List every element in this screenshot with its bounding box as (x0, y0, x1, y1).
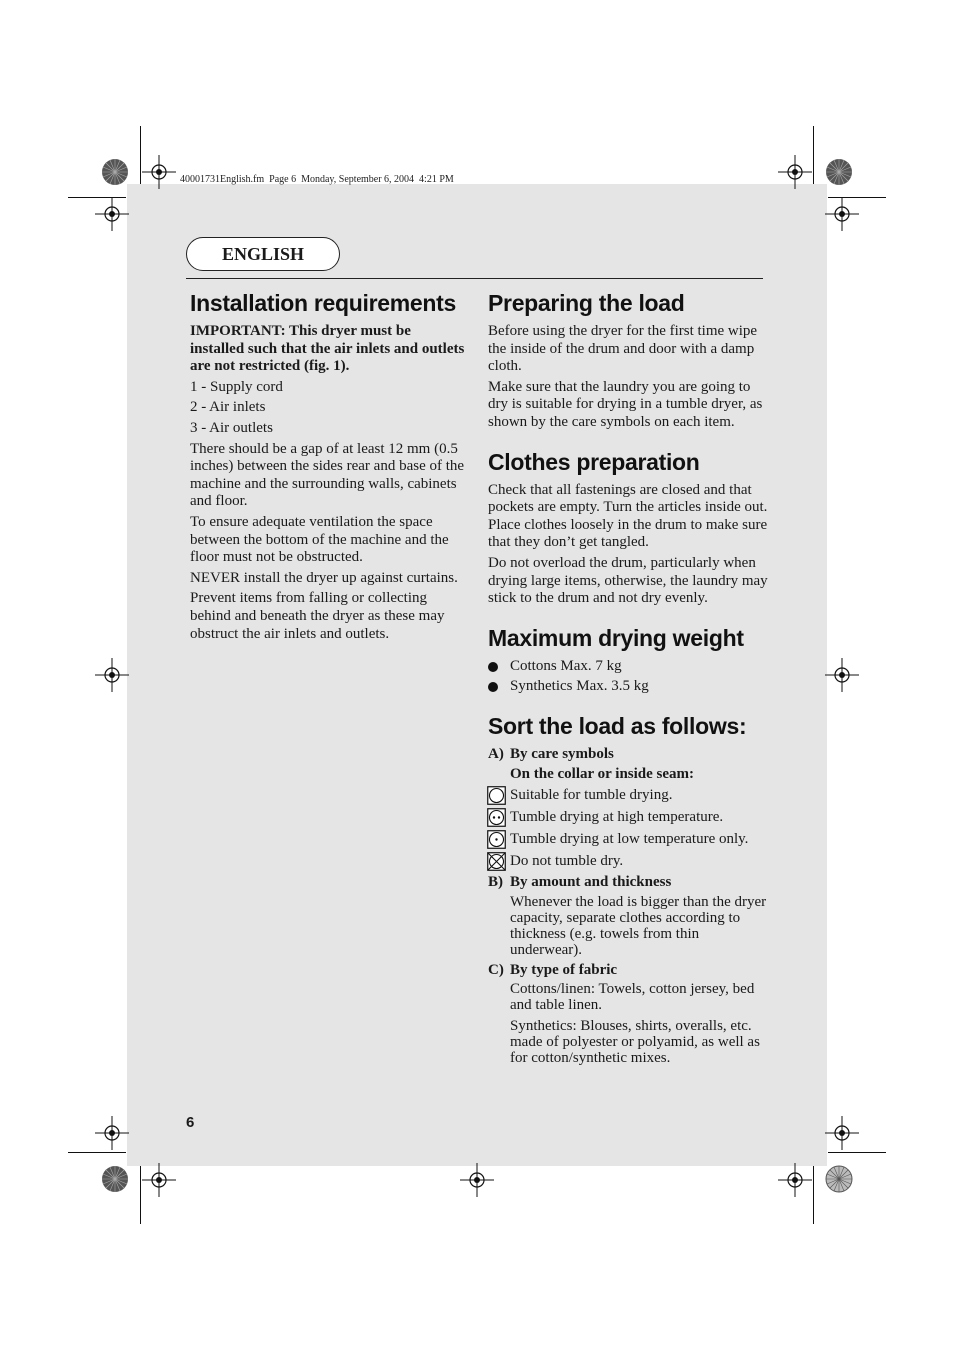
installation-important: IMPORTANT: This dryer must be installed such that the air inlets and outlets are not restricted (fig. 1). (190, 323, 465, 375)
bullet-icon (488, 682, 498, 692)
sort-item-c (488, 962, 768, 980)
installation-paragraph: Prevent items from falling or collecting behind and beneath the dryer as these may obstruct the air inlets and outlets. (190, 590, 445, 642)
installation-paragraph: There should be a gap of at least 12 mm (0.5 inches) between the sides rear and base of the machine and the surrounding walls, cabinets and floor. (190, 440, 465, 510)
preparing-paragraph: Before using the dryer for the first time wipe the inside of the drum and door with a damp cloth. (488, 323, 758, 375)
bullet-icon (488, 662, 498, 672)
tumble-dry-low-icon (487, 830, 506, 849)
sort-letter: A) (488, 745, 504, 762)
crop-mark (68, 1152, 126, 1153)
do-not-tumble-dry-icon (487, 852, 506, 871)
tumble-dry-ok-icon (487, 786, 506, 805)
clothes-section (488, 449, 768, 608)
left-column (190, 290, 466, 646)
installation-item: 1 - Supply cord (190, 378, 283, 395)
installation-item: 3 - Air outlets (190, 419, 273, 436)
sort-item-a (488, 746, 768, 764)
max-weight-title: Maximum drying weight (488, 624, 744, 651)
registration-mark-icon (95, 1116, 129, 1150)
clothes-paragraph: Check that all fastenings are closed and that pockets are empty. Turn the articles inside out. Place clothes loosely in the drum to make sure that they don’t get tangled. (488, 481, 768, 551)
sort-section (488, 713, 768, 1066)
language-tab: ENGLISH (186, 237, 340, 271)
sort-b-text: Whenever the load is bigger than the dryer capacity, separate clothes according to thickness (e.g. towels from thin underwear). (510, 893, 767, 958)
crop-mark (813, 1166, 814, 1224)
care-symbol-text: Do not tumble dry. (510, 852, 624, 869)
preparing-paragraph: Make sure that the laundry you are going to dry is suitable for drying in a tumble dryer, as shown by the care symbols on each item. (488, 378, 763, 430)
care-symbol-text: Tumble drying at high temperature. (510, 808, 724, 825)
registration-mark-icon (778, 1163, 812, 1197)
care-symbol-text: Tumble drying at low temperature only. (510, 830, 749, 847)
installation-paragraph: NEVER install the dryer up against curtains. (190, 569, 458, 586)
preparing-title: Preparing the load (488, 290, 685, 316)
clothes-title: Clothes preparation (488, 448, 700, 475)
registration-mark-icon (825, 658, 859, 692)
starburst-target-icon (101, 158, 129, 186)
sort-item-title: By care symbols (510, 745, 614, 762)
registration-mark-icon (778, 155, 812, 189)
sort-c-text: Synthetics: Blouses, shirts, overalls, etc. made of polyester or polyamid, as well as for cotton/synthetic mixes. (510, 1018, 760, 1067)
crop-mark (813, 126, 814, 184)
sort-a-subtitle: On the collar or inside seam: (510, 765, 695, 782)
crop-mark (140, 1166, 141, 1224)
starburst-target-icon (825, 1165, 853, 1193)
care-symbol-row (487, 808, 768, 827)
max-weight-section (488, 625, 768, 696)
tumble-dry-high-icon (487, 808, 506, 827)
crop-mark (828, 1152, 886, 1153)
page-number: 6 (186, 1114, 195, 1131)
registration-mark-icon (95, 658, 129, 692)
header-rule (186, 278, 763, 279)
installation-title: Installation requirements (190, 290, 457, 316)
right-column (488, 290, 768, 1069)
registration-mark-icon (460, 1163, 494, 1197)
care-symbol-row (487, 852, 768, 871)
weight-bullet (488, 678, 768, 696)
starburst-target-icon (825, 158, 853, 186)
care-symbol-row (487, 830, 768, 849)
print-header: 40001731English.fm Page 6 Monday, September 6, 2004 4:21 PM (180, 174, 454, 185)
sort-title: Sort the load as follows: (488, 712, 747, 739)
care-symbol-row (487, 786, 768, 805)
registration-mark-icon (95, 197, 129, 231)
registration-mark-icon (825, 1116, 859, 1150)
starburst-target-icon (101, 1165, 129, 1193)
sort-letter: C) (488, 961, 504, 978)
installation-item: 2 - Air inlets (190, 399, 266, 416)
care-symbol-text: Suitable for tumble drying. (510, 786, 673, 803)
sort-c-text: Cottons/linen: Towels, cotton jersey, bed and table linen. (510, 981, 755, 1014)
sort-letter: B) (488, 874, 503, 891)
sort-item-b (488, 874, 768, 892)
sort-item-title: By amount and thickness (510, 874, 672, 891)
clothes-paragraph: Do not overload the drum, particularly when drying large items, otherwise, the laundry may stick to the drum and not dry evenly. (488, 554, 768, 607)
weight-bullet-text: Cottons Max. 7 kg (510, 657, 622, 674)
installation-paragraph: To ensure adequate ventilation the space between the bottom of the machine and the floor must not be obstructed. (190, 513, 449, 566)
crop-mark (140, 126, 141, 184)
registration-mark-icon (142, 1163, 176, 1197)
weight-bullet-text: Synthetics Max. 3.5 kg (510, 678, 649, 695)
weight-bullet (488, 658, 768, 676)
registration-mark-icon (142, 155, 176, 189)
registration-mark-icon (825, 197, 859, 231)
sort-item-title: By type of fabric (510, 961, 618, 978)
